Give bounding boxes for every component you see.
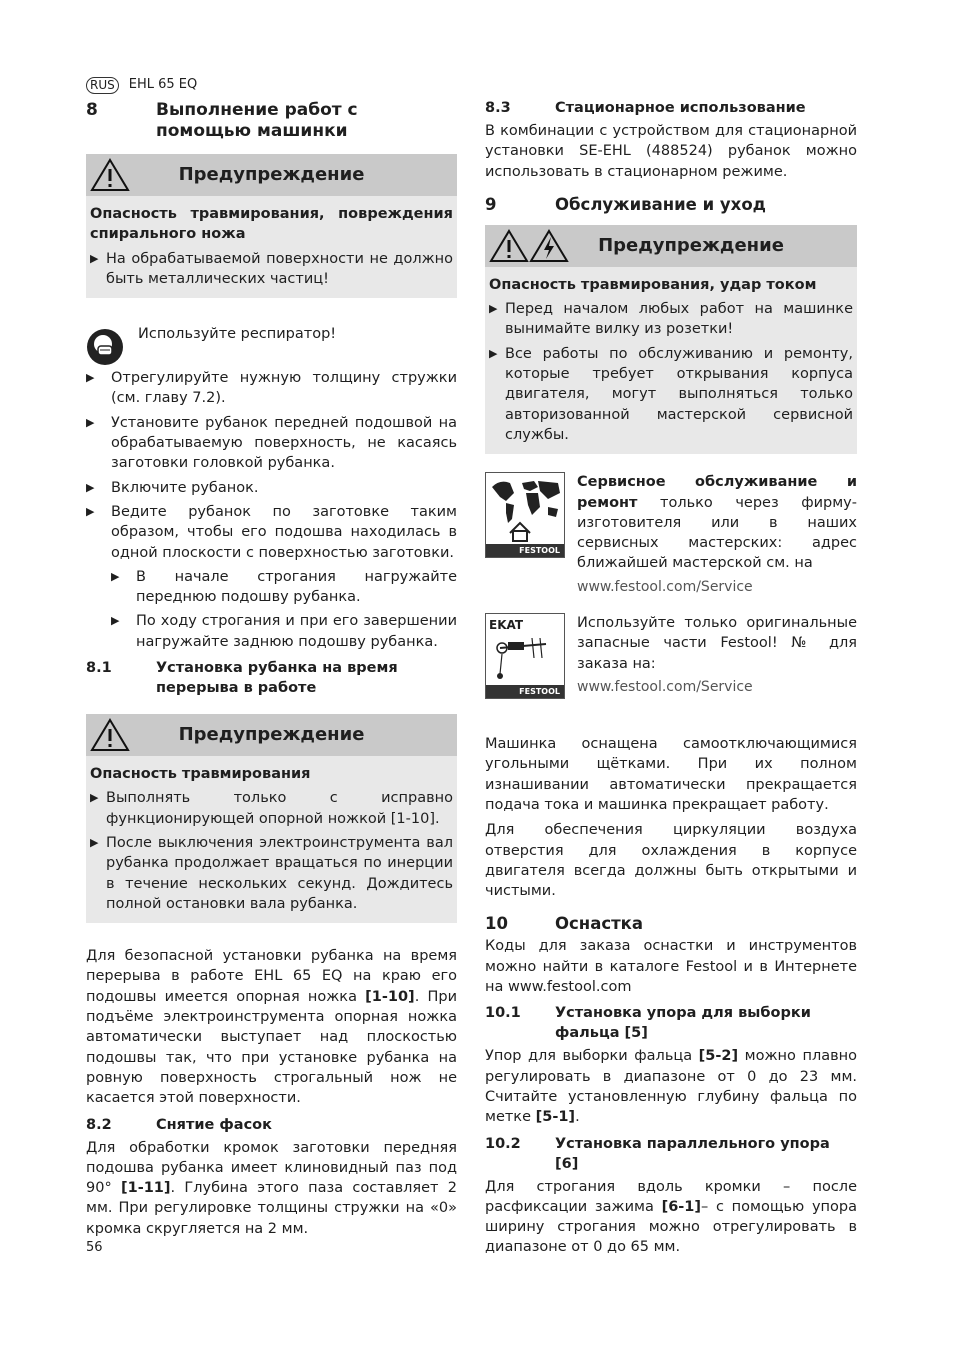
paragraph-8-3: В комбинации с устройством для стационарной установки SE-EHL (488524) рубанок можно использовать в стационарном режиме. (485, 123, 857, 180)
service-world-map-icon (485, 472, 565, 558)
warning-title: Предупреждение (598, 234, 784, 256)
respirator-note: Используйте респиратор! (86, 324, 457, 366)
warning-subtitle: Опасность травмирования, повреждения спирального ножа (90, 206, 453, 243)
service-block: FESTOOL Сервисное обслуживание и ремонт только через фирму-изготовителя или в наших сервисных мастерских: адрес ближайшей мастерской см. на www.festool.com/Service (485, 472, 857, 597)
bullet-arrow-icon: ▶ (111, 614, 120, 628)
respirator-mask-icon (86, 328, 124, 366)
spare-parts-block (485, 613, 857, 699)
warning-triangle-icon (489, 229, 529, 263)
warning-title: Предупреждение (178, 163, 365, 185)
bullet-arrow-icon: ▶ (86, 371, 95, 385)
bullet-arrow-icon: ▶ (90, 251, 99, 265)
warning-item: ▶ Перед началом любых работ на машинке вынимайте вилку из розетки! (489, 299, 853, 340)
bullet-arrow-icon: ▶ (86, 415, 95, 429)
bullet-arrow-icon: ▶ (86, 504, 95, 518)
spare-parts-link[interactable]: www.festool.com/Service (577, 678, 753, 695)
warning-box-3 (485, 225, 857, 454)
warning-subtitle: Опасность травмирования (90, 766, 311, 783)
service-link[interactable]: www.festool.com/Service (577, 578, 753, 595)
bullet-arrow-icon: ▶ (489, 302, 498, 316)
paragraph-8-2: Для обработки кромок заготовки передняя подошва рубанка имеет клиновидный паз под 90° [1-11]. Глубина этого паза составляет 2 мм. При регулировке толщины стружки на «0» кромка скругляется на 2 мм. (86, 1139, 457, 1237)
section-9-heading: 9 Обслуживание и уход (485, 194, 766, 214)
section-8-2-heading: 8.2 Снятие фасок (86, 1116, 272, 1133)
bullet-arrow-icon: ▶ (86, 480, 95, 494)
section-8-heading: 8 Выполнение работ с помощью машинки (86, 100, 358, 141)
festool-logo: FESTOOL (486, 544, 564, 557)
paragraph-10-1: Упор для выборки фальца [5-2] можно плавно регулировать в диапазоне от 0 до 23 мм. Считайте установленную глубину фальца по метке [5-1]. (485, 1048, 857, 1126)
warning-item: ▶ Все работы по обслуживанию и ремонту, которые требует открывания корпуса двигателя, могут выполняться только авторизованной мастерской сервисной службы. (489, 344, 853, 445)
festool-logo: FESTOOL (486, 685, 564, 698)
warning-header (485, 225, 857, 267)
list-item: ▶ Установите рубанок передней подошвой на обрабатываемую поверхность, не касаясь заготовки головкой рубанка. (86, 413, 457, 474)
list-item: ▶ Ведите рубанок по заготовке таким образом, чтобы его подошва находилась в одной плоскости с поверхностью заготовки. (86, 502, 457, 563)
warning-subtitle: Опасность травмирования, удар током (489, 276, 817, 293)
section-10-heading: 10 Оснастка (485, 914, 644, 934)
paragraph-ventilation: Для обеспечения циркуляции воздуха отверстия для охлаждения в корпусе двигателя всегда должны быть открытыми и чистыми. (485, 822, 857, 900)
list-item: ▶ Отрегулируйте нужную толщину стружки (см. главу 7.2). (86, 368, 457, 409)
section-8-1-heading: 8.1 Установка рубанка на время перерыва в работе (86, 660, 398, 697)
sub-list-item: ▶ По ходу строгания и при его завершении нагружайте заднюю подошву рубанка. (86, 611, 457, 652)
left-column (86, 96, 457, 1239)
spare-parts-text: Используйте только оригинальные запасные части Festool! № для заказа на: (577, 615, 857, 672)
warning-item: ▶ Выполнять только с исправно функционирующей опорной ножкой [1-10]. (90, 788, 453, 829)
right-column (485, 96, 857, 1258)
paragraph-brushes: Машинка оснащена самоотключающимися угольными щётками. При их полном изнашивании автоматически прекращается подача тока и машинка прекращает работу. (485, 736, 857, 813)
section-10-2-heading: 10.2 Установка параллельного упора [6] (485, 1135, 830, 1172)
paragraph-8-1: Для безопасной установки рубанка на время перерыва в работе EHL 65 EQ на краю его подошвы имеется опорная ножка [1-10]. При подъёме электроинструмента опорная ножка автоматически выступает над плоскостью подошвы так, что при установке рубанка на ровную поверхность строгальный нож не касается этой поверхности. (86, 948, 458, 1107)
language-badge: RUS (86, 77, 119, 94)
model-name: EHL 65 EQ (128, 77, 198, 92)
bullet-arrow-icon: ▶ (111, 569, 120, 583)
warning-title: Предупреждение (178, 723, 365, 745)
warning-box-2 (86, 714, 457, 923)
bullet-arrow-icon: ▶ (489, 346, 498, 360)
spare-parts-icon (485, 613, 565, 699)
bullet-arrow-icon: ▶ (90, 791, 99, 805)
warning-item: ▶ После выключения электроинструмента вал рубанка продолжает вращаться по инерции в течение нескольких секунд. Дождитесь полной остановки вала рубанка. (90, 833, 453, 914)
warning-item: ▶ На обрабатываемой поверхности не должно быть металлических частиц! (90, 249, 453, 290)
bullet-arrow-icon: ▶ (90, 835, 99, 849)
paragraph-10: Коды для заказа оснастки и инструментов можно найти в каталоге Festool и в Интернете на www.festool.com (485, 938, 857, 996)
warning-box-1 (86, 154, 457, 298)
paragraph-10-2: Для строгания вдоль кромки – после расфиксации зажима [6-1]– с помощью упора ширину строгания можно отрегулировать в диапазоне от 0 до 65 мм. (485, 1178, 857, 1256)
sub-list-item: ▶ В начале строгания нагружайте переднюю подошву рубанка. (86, 567, 457, 608)
warning-header (86, 714, 457, 756)
section-8-3-heading: 8.3 Стационарное использование (485, 100, 806, 116)
section-10-1-heading: 10.1 Установка упора для выборки фальца [5] (485, 1005, 811, 1042)
page-header (86, 75, 197, 95)
page-number: 56 (86, 1240, 103, 1255)
warning-header (86, 154, 457, 196)
service-title: Сервисное обслуживание и ремонт (577, 474, 857, 511)
list-item: ▶ Включите рубанок. (86, 478, 457, 498)
ekat-label: EKAT (489, 618, 524, 633)
